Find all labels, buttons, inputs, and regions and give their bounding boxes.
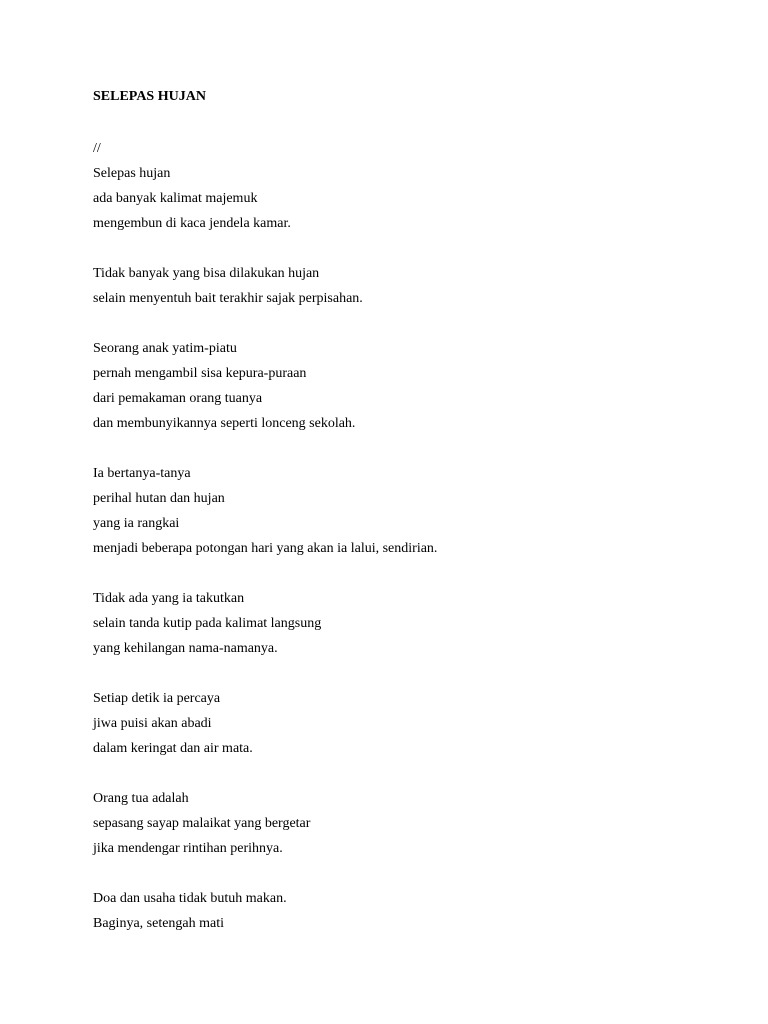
poem-line: // — [93, 141, 101, 156]
title-spacer — [93, 108, 733, 136]
stanza — [93, 136, 733, 236]
stanza — [93, 886, 733, 936]
stanza — [93, 786, 733, 861]
stanza — [93, 686, 733, 761]
poem-line: Setiap detik ia percaya — [93, 691, 221, 706]
poem-line: Orang tua adalah — [93, 791, 189, 806]
poem-line: jika mendengar rintihan perihnya. — [93, 841, 283, 856]
poem-line: Baginya, setengah mati — [93, 916, 225, 931]
poem-line: Tidak ada yang ia takutkan — [93, 591, 245, 606]
poem-line: selain menyentuh bait terakhir sajak perpisahan. — [93, 291, 363, 306]
poem-line: perihal hutan dan hujan — [93, 491, 225, 506]
poem-line: mengembun di kaca jendela kamar. — [93, 216, 291, 231]
poem-line: Tidak banyak yang bisa dilakukan hujan — [93, 266, 320, 281]
poem-line: yang ia rangkai — [93, 516, 180, 531]
poem-line: Ia bertanya-tanya — [93, 466, 191, 481]
poem-line: sepasang sayap malaikat yang bergetar — [93, 816, 311, 831]
stanza — [93, 336, 733, 436]
poem-line: selain tanda kutip pada kalimat langsung — [93, 616, 322, 631]
poem-line: jiwa puisi akan abadi — [93, 716, 212, 731]
poem-line: dan membunyikannya seperti lonceng sekolah. — [93, 416, 356, 431]
poem-line: ada banyak kalimat majemuk — [93, 191, 258, 206]
stanza — [93, 586, 733, 661]
poem-line: pernah mengambil sisa kepura-puraan — [93, 366, 307, 381]
poem-line: menjadi beberapa potongan hari yang akan ia lalui, sendirian. — [93, 541, 438, 556]
poem-line: Selepas hujan — [93, 166, 171, 181]
poem-title: SELEPAS HUJAN — [93, 89, 206, 104]
poem-line: dari pemakaman orang tuanya — [93, 391, 263, 406]
stanza — [93, 261, 733, 311]
stanza — [93, 461, 733, 561]
poem-line: dalam keringat dan air mata. — [93, 741, 253, 756]
poem-body — [93, 86, 733, 961]
poem-line: Doa dan usaha tidak butuh makan. — [93, 891, 287, 906]
poem-line: Seorang anak yatim-piatu — [93, 341, 237, 356]
poem-line: yang kehilangan nama-namanya. — [93, 641, 278, 656]
